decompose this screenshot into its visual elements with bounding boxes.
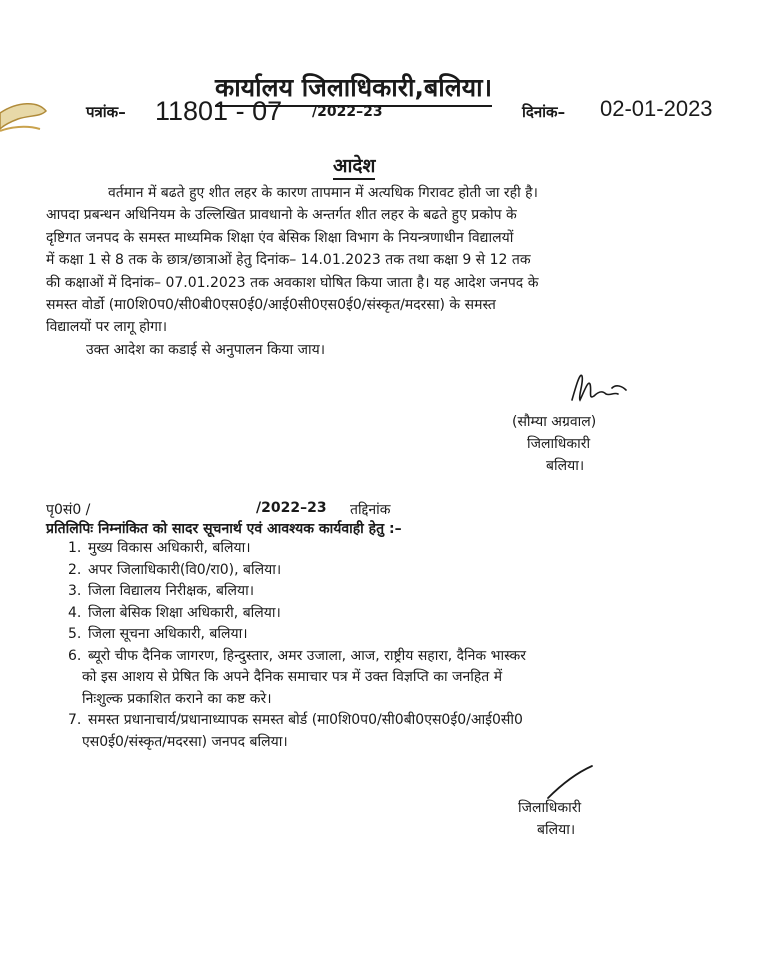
order-line: समस्त वोर्डो (मा0शि0प0/सी0बी0एस0ई0/आई0सी0एस0ई0/संस्कृत/मदरसा) के समस्त <box>46 297 496 314</box>
signature-scribble <box>540 762 600 802</box>
order-body <box>46 182 662 361</box>
order-title: आदेश <box>333 152 375 180</box>
order-line: में कक्षा 1 से 8 तक के छात्र/छात्राओं हेतु दिनांक– 14.01.2023 तक तथा कक्षा 9 से 12 तक <box>46 252 531 269</box>
letter-no-year: /2022–23 <box>312 104 383 120</box>
binder-clip-icon <box>0 95 48 151</box>
signatory2-place: बलिया। <box>537 822 576 838</box>
list-item: 2. अपर जिलाधिकारी(वि0/रा0), बलिया। <box>68 561 282 578</box>
letter-no-value: 11801 - 07 <box>155 96 283 126</box>
letter-no-label: पत्रांक– <box>86 103 126 121</box>
list-item: 6. ब्यूरो चीफ दैनिक जागरण, हिन्दुस्तार, अमर उजाला, आज, राष्ट्रीय सहारा, दैनिक भास्कर को इस आशय से प्रेषित कि अपने दैनिक समाचार पत्र में उक्त विज्ञप्ति का जनहित में निःशुल्क प्रकाशित कराने का कष्ट करे। <box>68 647 527 707</box>
order-line: विद्यालयों पर लागू होगा। <box>46 319 167 336</box>
endorsement-year: /2022–23 <box>256 500 327 516</box>
copy-list <box>70 538 526 753</box>
list-item: 4. जिला बेसिक शिक्षा अधिकारी, बलिया। <box>68 604 281 621</box>
signatory-designation: जिलाधिकारी <box>527 436 591 452</box>
order-line: उक्त आदेश का कडाई से अनुपालन किया जाय। <box>86 341 326 358</box>
list-item: 5. जिला सूचना अधिकारी, बलिया। <box>68 626 248 642</box>
signatory-name: (सौम्या अग्रवाल) <box>512 414 597 430</box>
date-value: 02-01-2023 <box>600 96 713 121</box>
order-line: दृष्टिगत जनपद के समस्त माध्यमिक शिक्षा एंव बेसिक शिक्षा विभाग के नियन्त्रणाधीन विद्यालयों <box>46 229 514 246</box>
order-line: की कक्षाओं में दिनांक– 07.01.2023 तक अवकाश घोषित किया जाता है। यह आदेश जनपद के <box>46 274 539 291</box>
endorsement-intro: प्रतिलिपिः निम्नांकित को सादर सूचनार्थ एवं आवश्यक कार्यवाही हेतु :– <box>46 521 402 537</box>
endorsement-date: तद्दिनांक <box>350 502 391 518</box>
list-item: 3. जिला विद्यालय निरीक्षक, बलिया। <box>68 583 255 599</box>
endorsement-ref: पृ0सं0 / <box>46 502 91 518</box>
list-item: 7. समस्त प्रधानाचार्य/प्रधानाध्यापक समस्त बोर्ड (मा0शि0प0/सी0बी0एस0ई0/आई0सी0 एस0ई0/संस्कृत/मदरसा) जनपद बलिया। <box>68 712 523 750</box>
order-line: आपदा प्रबन्धन अधिनियम के उल्लिखित प्रावधानो के अन्तर्गत शीत लहर के बढते हुए प्रकोप के <box>46 207 517 224</box>
order-line: वर्तमान में बढते हुए शीत लहर के कारण तापमान में अत्यधिक गिरावट होती जा रही है। <box>108 185 538 201</box>
signature-scribble <box>566 366 636 410</box>
signatory2-designation: जिलाधिकारी <box>518 800 582 816</box>
office-title: कार्यालय जिलाधिकारी,बलिया। <box>215 70 492 107</box>
signatory-place: बलिया। <box>546 458 585 474</box>
list-item: 1. मुख्य विकास अधिकारी, बलिया। <box>68 540 251 556</box>
date-label: दिनांक– <box>522 103 566 121</box>
